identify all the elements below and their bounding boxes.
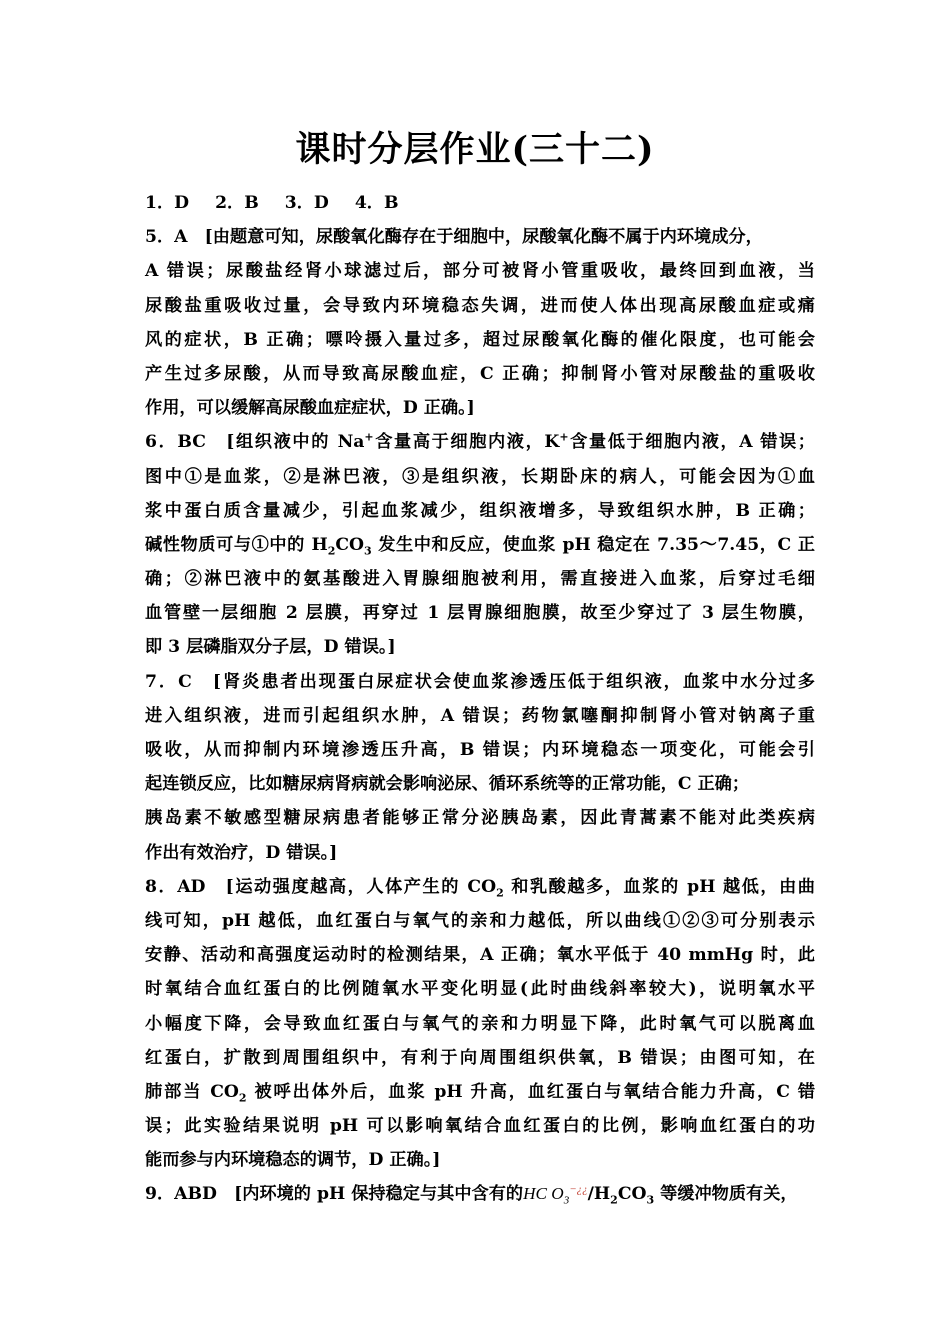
q7-line: 进入组织液，进而引起组织水肿，A 错误；药物氯噻酮抑制肾小管对钠离子重 <box>145 705 815 726</box>
q6-text: 发生中和反应，使血浆 pH 稳定在 7.35～7.45，C 正 <box>371 534 815 555</box>
subscript: 3 <box>646 1193 655 1207</box>
q9-text: /H <box>587 1184 611 1205</box>
q8-text: 被呼出体外后，血浆 pH 升高，血红蛋白与氧结合能力升高，C 错 <box>246 1081 816 1102</box>
q7-line: 胰岛素不敏感型糖尿病患者能够正常分泌胰岛素，因此青蒿素不能对此类疾病 <box>145 808 815 829</box>
q9-text: 等缓冲物质有关， <box>654 1184 798 1205</box>
subscript: 2 <box>610 1193 618 1207</box>
q8-line: 红蛋白，扩散到周围组织中，有利于向周围组织供氧，B 错误；由图可知，在 <box>145 1047 815 1068</box>
q6-line: 即 3 层磷脂双分子层，D 错误。] <box>145 637 396 658</box>
answer-item: 3．D <box>284 193 329 213</box>
q6-text: 碱性物质可与①中的 H <box>145 534 328 555</box>
answer-item: 1．D <box>145 193 190 213</box>
q8-text: 肺部当 CO <box>145 1081 239 1102</box>
answer-item: 4．B <box>354 193 399 213</box>
q8-line <box>145 870 815 904</box>
q9-text: CO <box>617 1184 647 1205</box>
answers-1-4 <box>145 186 815 220</box>
q5-line: 产生过多尿酸，从而导致高尿酸血症，C 正确；抑制肾小管对尿酸盐的重吸收 <box>145 363 815 384</box>
q6-line: 浆中蛋白质含量减少，引起血浆减少，组织液增多，导致组织水肿，B 正确； <box>145 500 815 521</box>
q6-line <box>145 528 815 562</box>
subscript: 2 <box>496 886 504 900</box>
q5-line: A 错误；尿酸盐经肾小球滤过后，部分可被肾小管重吸收，最终回到血液，当 <box>145 261 815 282</box>
q8-text: 和乳酸越多，血浆的 pH 越低，由曲 <box>503 876 815 897</box>
superscript: + <box>364 430 374 444</box>
q8-line: 安静、活动和高强度运动时的检测结果，A 正确；氧水平低于 40 mmHg 时，此 <box>145 945 815 966</box>
q5-line: 尿酸盐重吸收过量，会导致内环境稳态失调，进而使人体出现高尿酸血症或痛 <box>145 295 815 316</box>
answer-item: 2．B <box>215 193 259 213</box>
q8-line <box>145 1075 815 1109</box>
q8-line: 时氧结合血红蛋白的比例随氧水平变化明显(此时曲线斜率较大)，说明氧水平 <box>145 979 815 1000</box>
bicarbonate-formula <box>523 1183 588 1207</box>
q8-text: 8．AD [运动强度越高，人体产生的 CO <box>145 876 497 897</box>
q9-text: 9．ABD [内环境的 pH 保持稳定与其中含有的 <box>145 1184 524 1205</box>
q7-line: 吸收，从而抑制内环境渗透压升高，B 错误；内环境稳态一项变化，可能会引 <box>145 740 815 760</box>
q7-line: 起连锁反应，比如糖尿病肾病就会影响泌尿、循环系统等的正常功能，C 正确； <box>145 774 750 795</box>
subscript: 2 <box>238 1091 247 1105</box>
q6-text: 6．BC [组织液中的 Na <box>145 432 365 453</box>
q8-line: 误；此实验结果说明 pH 可以影响氧结合血红蛋白的比例，影响血红蛋白的功 <box>145 1116 815 1137</box>
answer-content <box>145 186 815 1212</box>
q8-line: 能而参与内环境稳态的调节，D 正确。] <box>145 1150 441 1171</box>
q6-line: 图中①是血浆，②是淋巴液，③是组织液，长期卧床的病人，可能会因为①血 <box>145 466 815 487</box>
superscript: + <box>559 430 569 444</box>
page-title: 课时分层作业(三十二) <box>295 129 655 170</box>
q9-line <box>145 1177 815 1211</box>
q8-line: 线可知，pH 越低，血红蛋白与氧气的亲和力越低，所以曲线①②③可分别表示 <box>145 910 815 931</box>
formula-base: HC O <box>523 1184 564 1204</box>
q6-line: 血管壁一层细胞 2 层膜，再穿过 1 层胃腺细胞膜，故至少穿过了 3 层生物膜， <box>145 603 815 624</box>
subscript: 3 <box>364 544 372 558</box>
subscript: 2 <box>327 544 336 558</box>
q7-line: 作出有效治疗，D 错误。] <box>145 842 338 863</box>
q6-line: 确；②淋巴液中的氨基酸进入胃腺细胞被利用，需直接进入血浆，后穿过毛细 <box>145 569 815 590</box>
q6-text: 含量高于细胞内液，K <box>373 432 560 453</box>
q8-line: 小幅度下降，会导致血红蛋白与氧气的亲和力明显下降，此时氧气可以脱离血 <box>145 1013 815 1034</box>
q5-line: 风的症状，B 正确；嘌呤摄入量过多，超过尿酸氧化酶的催化限度，也可能会 <box>145 329 815 350</box>
superscript: −¿¿ <box>569 1183 588 1196</box>
subscript: 3 <box>563 1194 570 1207</box>
q7-line: 7．C [肾炎患者出现蛋白尿症状会使血浆渗透压低于组织液，血浆中水分过多 <box>145 671 815 692</box>
q5-line: 5．A [由题意可知，尿酸氧化酶存在于细胞中，尿酸氧化酶不属于内环境成分， <box>145 227 763 248</box>
q5-line: 作用，可以缓解高尿酸血症症状，D 正确。] <box>145 398 475 419</box>
q6-text: 含量低于细胞内液，A 错误； <box>568 432 815 453</box>
q6-text: CO <box>335 534 365 555</box>
q6-line <box>145 425 815 459</box>
